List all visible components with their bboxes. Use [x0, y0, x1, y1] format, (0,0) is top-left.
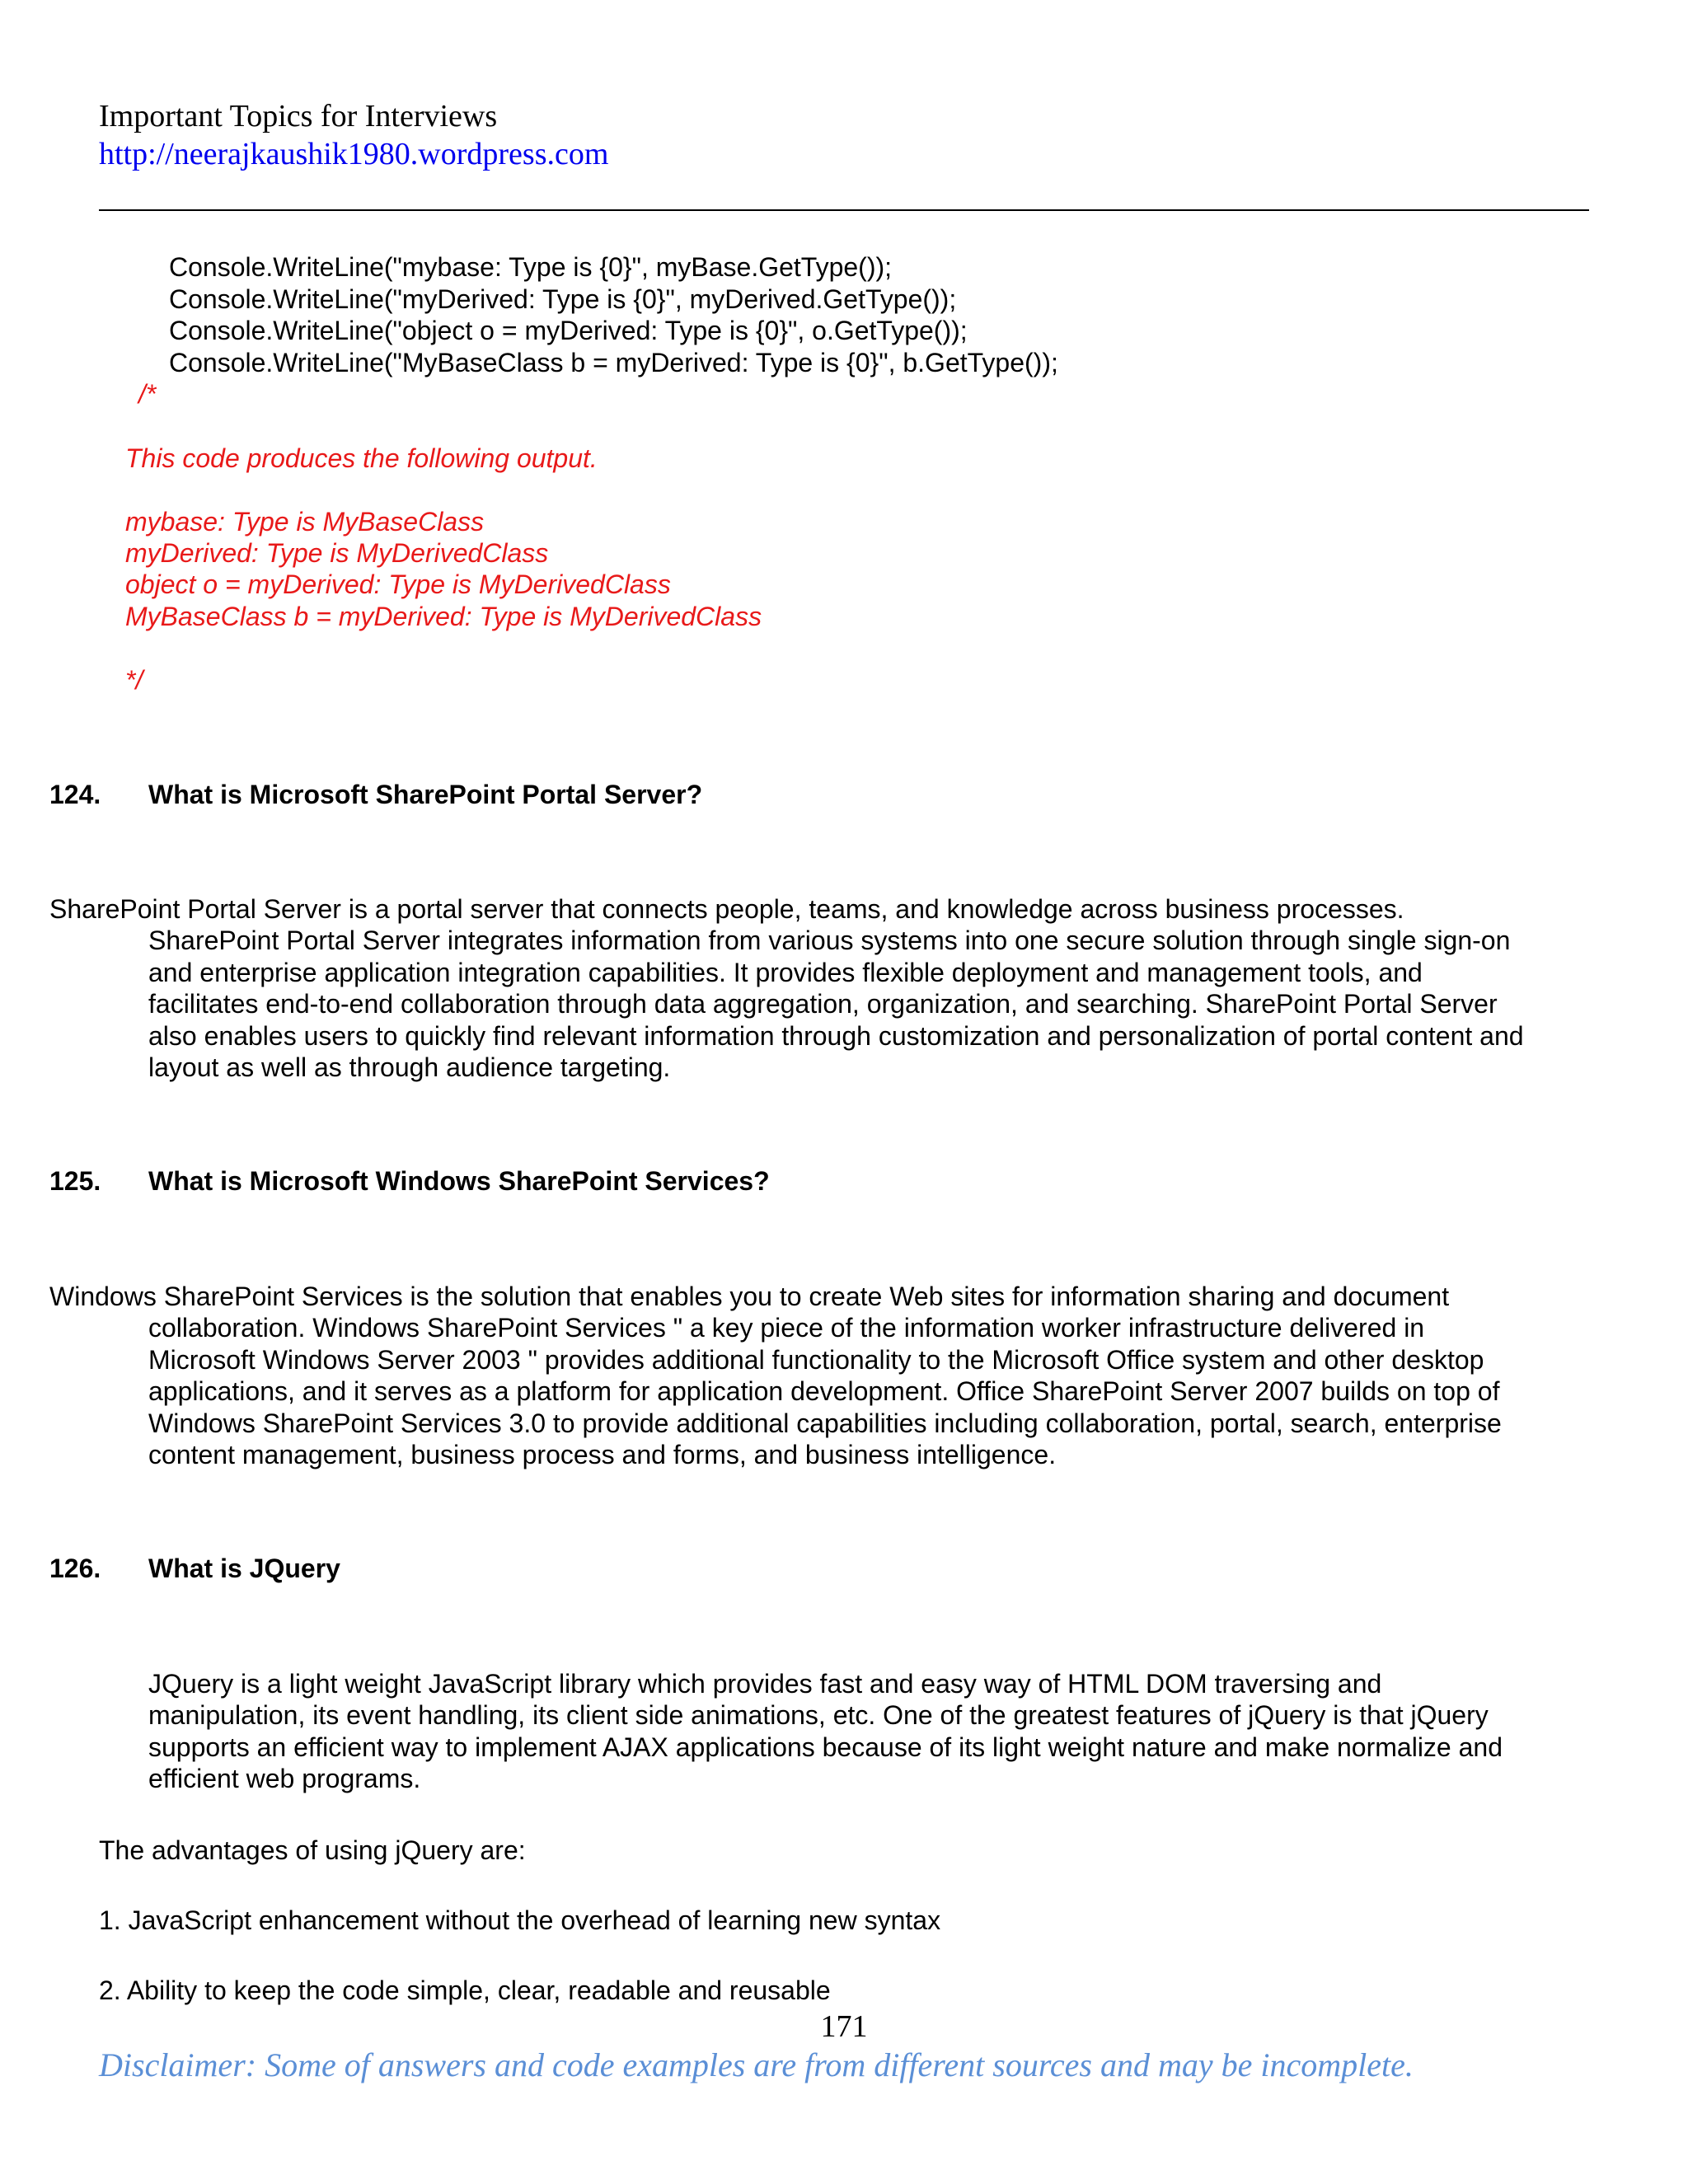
header-blog-link[interactable]: http://neerajkaushik1980.wordpress.com [99, 137, 609, 171]
answer-line: facilitates end-to-end collaboration through data aggregation, organization, and searching. SharePoint Portal Server [148, 989, 1498, 1019]
advantage-item: 1. JavaScript enhancement without the overhead of learning new syntax [99, 1905, 941, 1935]
answer-line: and enterprise application integration capabilities. It provides flexible deployment and management tools, and [148, 958, 1423, 987]
question-number: 126. [49, 1554, 101, 1583]
question-title: What is Microsoft SharePoint Portal Server? [148, 780, 703, 809]
page-header-title: Important Topics for Interviews [99, 99, 498, 134]
answer-line: Microsoft Windows Server 2003 " provides additional functionality to the Microsoft Office system and other desktop [148, 1345, 1484, 1375]
answer-line: layout as well as through audience targeting. [148, 1052, 671, 1082]
question-title: What is Microsoft Windows SharePoint Services? [148, 1166, 770, 1196]
question-number: 124. [49, 780, 101, 809]
answer-line: also enables users to quickly find relevant information through customization and personalization of portal content and [148, 1021, 1524, 1051]
answer-line: supports an efficient way to implement AJAX applications because of its light weight nature and make normalize and [148, 1732, 1503, 1762]
answer-line: efficient web programs. [148, 1764, 421, 1793]
answer-line: SharePoint Portal Server integrates information from various systems into one secure solution through single sign-on [148, 926, 1511, 955]
output-line: mybase: Type is MyBaseClass [125, 507, 485, 537]
footer-disclaimer: Disclaimer: Some of answers and code examples are from different sources and may be incomplete. [99, 2046, 1414, 2083]
page-number: 171 [820, 2009, 868, 2044]
output-line: MyBaseClass b = myDerived: Type is MyDerivedClass [125, 602, 762, 631]
advantage-item: 2. Ability to keep the code simple, clear, readable and reusable [99, 1975, 831, 2005]
output-line: myDerived: Type is MyDerivedClass [125, 538, 549, 568]
question-number: 125. [49, 1166, 101, 1196]
question-title: What is JQuery [148, 1554, 340, 1583]
comment-intro: This code produces the following output. [125, 443, 598, 473]
answer-line: SharePoint Portal Server is a portal server that connects people, teams, and knowledge across business processes. [49, 894, 1404, 924]
comment-close: */ [125, 665, 143, 695]
answer-line: JQuery is a light weight JavaScript library which provides fast and easy way of HTML DOM traversing and [148, 1669, 1382, 1699]
answer-line: Windows SharePoint Services 3.0 to provide additional capabilities including collaboration, portal, search, enterprise [148, 1408, 1502, 1438]
answer-line: Windows SharePoint Services is the solution that enables you to create Web sites for information sharing and document [49, 1282, 1450, 1311]
header-divider [99, 209, 1589, 211]
advantages-intro: The advantages of using jQuery are: [99, 1835, 526, 1865]
output-line: object o = myDerived: Type is MyDerivedClass [125, 569, 671, 599]
code-line: Console.WriteLine("MyBaseClass b = myDerived: Type is {0}", b.GetType()); [169, 348, 1058, 377]
comment-open: /* [138, 379, 157, 409]
answer-line: content management, business process and forms, and business intelligence. [148, 1440, 1057, 1469]
code-line: Console.WriteLine("myDerived: Type is {0}", myDerived.GetType()); [169, 284, 957, 314]
answer-line: applications, and it serves as a platform for application development. Office SharePoint Server 2007 builds on top of [148, 1376, 1500, 1406]
code-line: Console.WriteLine("object o = myDerived: Type is {0}", o.GetType()); [169, 316, 968, 345]
answer-line: manipulation, its event handling, its client side animations, etc. One of the greatest features of jQuery is that jQuery [148, 1700, 1489, 1730]
answer-line: collaboration. Windows SharePoint Services " a key piece of the information worker infrastructure delivered in [148, 1313, 1425, 1343]
code-line: Console.WriteLine("mybase: Type is {0}", myBase.GetType()); [169, 252, 893, 282]
